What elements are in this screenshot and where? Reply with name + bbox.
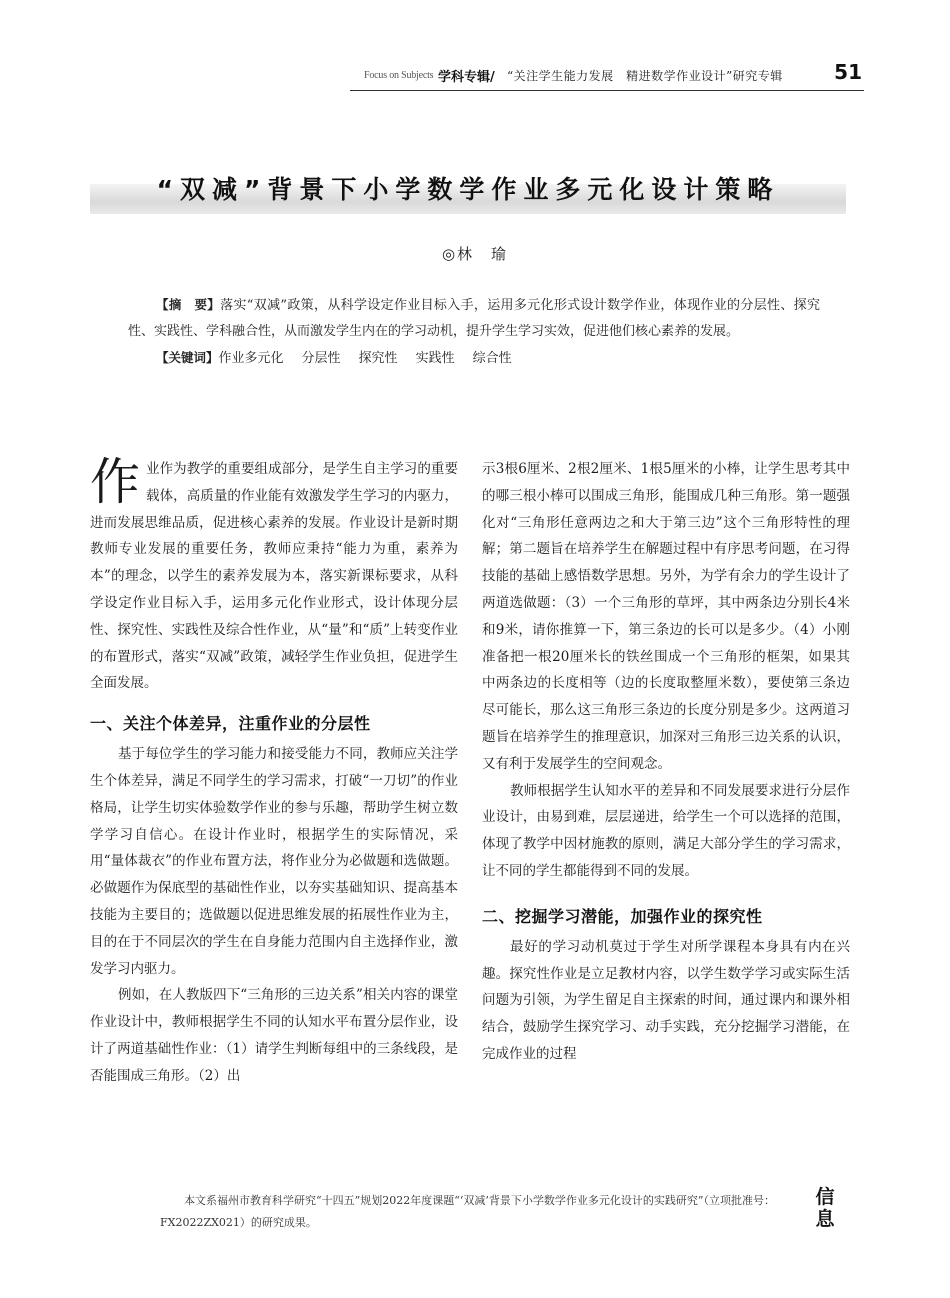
keyword: 探究性 xyxy=(358,351,398,366)
right-column xyxy=(482,456,850,1068)
keyword: 实践性 xyxy=(415,351,455,366)
abstract-block xyxy=(128,292,820,372)
header-special-label: “关注学生能力发展 精进数学作业设计”研究专辑 xyxy=(507,69,783,83)
corner-char: 息 xyxy=(815,1208,835,1230)
abstract-label: 【摘 要】 xyxy=(156,297,221,312)
keyword: 作业多元化 xyxy=(218,351,284,366)
running-header xyxy=(350,60,864,91)
header-subject-label: 学科专辑/ xyxy=(438,70,495,85)
keyword: 综合性 xyxy=(472,351,512,366)
keywords-label: 【关键词】 xyxy=(156,350,219,365)
drop-cap: 作 xyxy=(90,453,140,511)
author: ◎林 瑜 xyxy=(441,245,509,263)
paragraph: 示3根6厘米、2根2厘米、1根5厘米的小棒，让学生思考其中的哪三根小棒可以围成三角形，能围成几种三角形。第一题强化对“三角形任意两边之和大于第三边”这个三角形特性的理解；第二题旨在培养学生在解题过程中有序思考问题，在习得技能的基础上感悟数学思想。另外，为学有余力的学生设计了两道选做题：（3）一个三角形的草坪，其中两条边分别长4米和9米，请你推算一下，第三条边的长可以是多少。（4）小刚准备把一根20厘米长的铁丝围成一个三角形的框架，如果其中两条边的长度相等（边的长度取整厘米数），要使第三条边尽可能长，那么这三角形三条边的长度分别是多少。这两道习题旨在培养学生的推理意识，加深对三角形三边关系的认识，又有利于发展学生的空间观念。 xyxy=(482,461,850,772)
footnote xyxy=(160,1190,800,1234)
corner-char: 信 xyxy=(815,1186,835,1208)
abstract xyxy=(128,292,820,345)
paragraph: 最好的学习动机莫过于学生对所学课程本身具有内在兴趣。探究性作业是立足教材内容，以学生数学学习或实际生活问题为引领，为学生留足自主探索的时间，通过课内和课外相结合，鼓励学生探究学习、动手实践，充分挖掘学习潜能，在完成作业的过程 xyxy=(482,938,850,1062)
paragraph: 教师根据学生认知水平的差异和不同发展要求进行分层作业设计，由易到难，层层递进，给学生一个可以选择的范围，体现了教学中因材施教的原则，满足大部分学生的学习需求，让不同的学生都能得到不同的发展。 xyxy=(482,782,850,879)
corner-info-mark xyxy=(810,1186,840,1230)
abstract-text: 落实“双减”政策，从科学设定作业目标入手，运用多元化形式设计数学作业，体现作业的分层性、探究性、实践性、学科融合性，从而激发学生内在的学习动机，提升学生学习实效，促进他们核心素养的发展。 xyxy=(128,298,820,339)
keywords xyxy=(128,345,820,372)
paragraph: 例如，在人教版四下“三角形的三边关系”相关内容的课堂作业设计中，教师根据学生不同的认知水平布置分层作业，设计了两道基础性作业：（1）请学生判断每组中的三条线段，是否能围成三角形。（2）出 xyxy=(90,987,458,1084)
intro-paragraph xyxy=(90,453,458,697)
intro-text: 业作为教学的重要组成部分，是学生自主学习的重要载体，高质量的作业能有效激发学生学习的内驱力，进而发展思维品质，促进核心素养的发展。作业设计是新时期教师专业发展的重要任务，教师应秉持“能力为重，素养为本”的理念，以学生的素养发展为本，落实新课标要求，从科学设定作业目标入手，运用多元化作业形式，设计体现分层性、探究性、实践性及综合性作业，从“量”和“质”上转变作业的布置形式，落实“双减”政策，减轻学生作业负担，促进学生全面发展。 xyxy=(90,461,458,692)
page-number: 51 xyxy=(834,60,862,84)
header-focus-label: Focus on Subjects xyxy=(364,70,434,81)
footnote-text: 本文系福州市教育科学研究“十四五”规划2022年度课题“‘双减’背景下小学数学作业多元化设计的实践研究”（立项批准号：FX2022ZX021）的研究成果。 xyxy=(160,1194,775,1229)
article-title: “双减”背景下小学数学作业多元化设计策略 xyxy=(156,175,780,204)
section-heading-2: 二、挖掘学习潜能，加强作业的探究性 xyxy=(482,906,763,926)
left-column xyxy=(90,453,458,1090)
section-heading-1: 一、关注个体差异，注重作业的分层性 xyxy=(90,714,371,734)
keyword: 分层性 xyxy=(301,351,341,366)
paragraph: 基于每位学生的学习能力和接受能力不同，教师应关注学生个体差异，满足不同学生的学习需求，打破“一刀切”的作业格局，让学生切实体验数学作业的参与乐趣，帮助学生树立数学学习自信心。在设计作业时，根据学生的实际情况，采用“量体裁衣”的作业布置方法，将作业分为必做题和选做题。必做题作为保底型的基础性作业，以夯实基础知识、提高基本技能为主要目的；选做题以促进思维发展的拓展性作业为主，目的在于不同层次的学生在自身能力范围内自主选择作业，激发学习内驱力。 xyxy=(90,746,458,977)
